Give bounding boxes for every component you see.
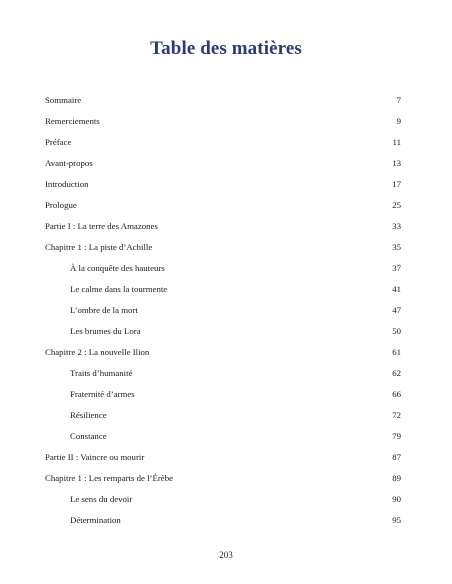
toc-entry <box>45 156 401 177</box>
table-of-contents <box>45 93 401 534</box>
toc-entry <box>45 366 401 387</box>
toc-entry-page: 47 <box>392 305 401 315</box>
toc-entry-title: Les brumes du Lora <box>70 326 141 336</box>
toc-entry-page: 79 <box>392 431 401 441</box>
toc-entry-title: Résilience <box>70 410 107 420</box>
toc-entry-title: Le calme dans la tourmente <box>70 284 168 294</box>
toc-entry-title: L’ombre de la mort <box>70 305 138 315</box>
toc-entry-title: Chapitre 1 : Les remparts de l’Érèbe <box>45 473 173 483</box>
toc-entry-title: Introduction <box>45 179 89 189</box>
toc-entry-title: À la conquête des hauteurs <box>70 263 165 273</box>
toc-entry-title: Partie I : La terre des Amazones <box>45 221 158 231</box>
toc-entry <box>45 240 401 261</box>
toc-entry-page: 11 <box>392 137 401 147</box>
toc-entry <box>45 219 401 240</box>
toc-entry-page: 95 <box>392 515 401 525</box>
toc-entry-page: 89 <box>392 473 401 483</box>
toc-entry <box>45 135 401 156</box>
toc-entry-page: 50 <box>392 326 401 336</box>
toc-entry <box>45 492 401 513</box>
toc-entry-page: 90 <box>392 494 401 504</box>
toc-entry-title: Préface <box>45 137 72 147</box>
page-title: Table des matières <box>150 38 302 59</box>
toc-entry <box>45 513 401 534</box>
toc-entry <box>45 177 401 198</box>
toc-entry-title: Chapitre 1 : La piste d’Achille <box>45 242 153 252</box>
toc-entry <box>45 114 401 135</box>
toc-entry-page: 35 <box>392 242 401 252</box>
toc-entry-page: 41 <box>392 284 401 294</box>
toc-entry-title: Le sens du devoir <box>70 494 133 504</box>
toc-entry <box>45 387 401 408</box>
toc-entry <box>45 471 401 492</box>
toc-entry <box>45 198 401 219</box>
toc-entry-page: 13 <box>392 158 401 168</box>
toc-entry-title: Prologue <box>45 200 77 210</box>
toc-entry-title: Partie II : Vaincre ou mourir <box>45 452 145 462</box>
toc-entry-page: 37 <box>392 263 401 273</box>
toc-entry <box>45 429 401 450</box>
toc-entry-page: 25 <box>392 200 401 210</box>
toc-entry-page: 72 <box>392 410 401 420</box>
toc-entry-title: Détermination <box>70 515 121 525</box>
toc-entry-page: 7 <box>396 95 401 105</box>
toc-entry <box>45 324 401 345</box>
toc-entry <box>45 408 401 429</box>
toc-entry <box>45 93 401 114</box>
toc-entry-title: Chapitre 2 : La nouvelle Ilion <box>45 347 150 357</box>
toc-entry <box>45 282 401 303</box>
toc-entry <box>45 450 401 471</box>
toc-entry-page: 9 <box>396 116 401 126</box>
toc-entry <box>45 345 401 366</box>
toc-entry-title: Constance <box>70 431 107 441</box>
toc-entry <box>45 261 401 282</box>
toc-entry-page: 17 <box>392 179 401 189</box>
toc-entry-title: Remerciements <box>45 116 100 126</box>
page-number: 203 <box>219 550 233 560</box>
toc-entry-page: 62 <box>392 368 401 378</box>
toc-entry-page: 66 <box>392 389 401 399</box>
toc-entry <box>45 303 401 324</box>
toc-entry-page: 61 <box>392 347 401 357</box>
toc-entry-title: Fraternité d’armes <box>70 389 135 399</box>
toc-entry-title: Avant-propos <box>45 158 93 168</box>
toc-entry-page: 33 <box>392 221 401 231</box>
toc-entry-page: 87 <box>392 452 401 462</box>
toc-entry-title: Traits d’humanité <box>70 368 133 378</box>
toc-entry-title: Sommaire <box>45 95 82 105</box>
